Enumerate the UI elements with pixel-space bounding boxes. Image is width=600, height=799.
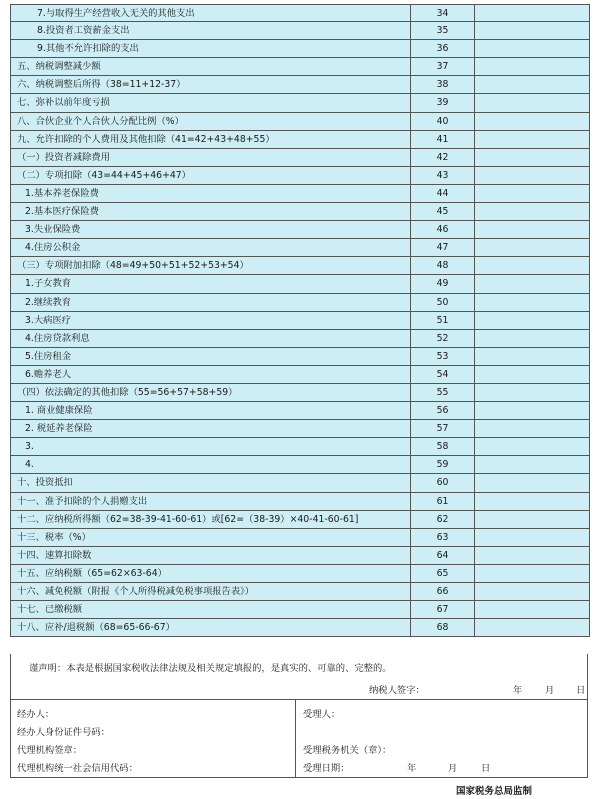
amount-input-cell[interactable] [475,131,589,148]
table-row [11,619,589,637]
amount-input-cell[interactable] [475,547,589,564]
row-label: 七、弥补以前年度亏损 [11,94,411,111]
amount-input-cell[interactable] [475,113,589,130]
amount-input-cell[interactable] [475,203,589,220]
table-row [11,583,589,601]
row-label: 八、合伙企业个人合伙人分配比例（%） [11,113,411,130]
row-number: 43 [411,167,475,184]
row-label: 4.住房公积金 [11,239,411,256]
amount-input-cell[interactable] [475,185,589,202]
row-label: 8.投资者工资薪金支出 [11,22,411,39]
row-label: 十五、应纳税额（65=62×63-64） [11,565,411,582]
table-row [11,131,589,149]
amount-input-cell[interactable] [475,149,589,166]
row-label: 1. 商业健康保险 [11,402,411,419]
amount-input-cell[interactable] [475,402,589,419]
table-row [11,438,589,456]
table-row [11,4,589,22]
table-row [11,185,589,203]
handler-id-label: 经办人身份证件号码： [17,727,110,738]
receiver-label: 受理人： [303,709,341,720]
row-number: 66 [411,583,475,600]
table-row [11,456,589,474]
row-number: 36 [411,40,475,57]
row-label: 六、纳税调整后所得（38=11+12-37） [11,76,411,93]
table-row [11,547,589,565]
table-row [11,275,589,293]
row-number: 52 [411,330,475,347]
row-number: 68 [411,619,475,636]
amount-input-cell[interactable] [475,167,589,184]
agency-credit-code-label: 代理机构统一社会信用代码： [17,763,138,774]
amount-input-cell[interactable] [475,619,589,636]
row-label: 7.与取得生产经营收入无关的其他支出 [11,5,411,21]
taxpayer-signature-label: 纳税人签字： [369,685,425,696]
row-label: 4.住房贷款利息 [11,330,411,347]
table-row [11,384,589,402]
amount-input-cell[interactable] [475,294,589,311]
row-label: 1.基本养老保险费 [11,185,411,202]
table-row [11,58,589,76]
row-label: 十六、减免税额（附报《个人所得税减免税事项报告表》） [11,583,411,600]
acceptance-year: 年 [407,763,417,774]
acceptance-date-label: 受理日期： [303,763,350,774]
row-number: 54 [411,366,475,383]
amount-input-cell[interactable] [475,239,589,256]
row-number: 63 [411,529,475,546]
tax-form-table [10,4,590,637]
table-row [11,94,589,112]
vertical-divider [295,700,296,777]
amount-input-cell[interactable] [475,529,589,546]
row-label: 十三、税率（%） [11,529,411,546]
amount-input-cell[interactable] [475,275,589,292]
amount-input-cell[interactable] [475,565,589,582]
table-row [11,239,589,257]
row-number: 48 [411,257,475,274]
table-row [11,474,589,492]
amount-input-cell[interactable] [475,5,589,21]
row-number: 49 [411,275,475,292]
table-row [11,402,589,420]
row-label: 4. [11,456,411,473]
declaration-month: 月 [545,685,555,696]
table-row [11,348,589,366]
acceptance-day: 日 [481,763,491,774]
row-number: 45 [411,203,475,220]
row-label: （四）依法确定的其他扣除（55=56+57+58+59） [11,384,411,401]
table-row [11,221,589,239]
tax-office-seal-label: 受理税务机关（章）： [303,745,392,756]
row-number: 53 [411,348,475,365]
declaration-day: 日 [576,685,586,696]
row-number: 61 [411,493,475,510]
row-label: 十四、速算扣除数 [11,547,411,564]
row-label: 2.基本医疗保险费 [11,203,411,220]
row-number: 41 [411,131,475,148]
row-label: 5.住房租金 [11,348,411,365]
table-row [11,203,589,221]
row-label: 十八、应补/退税额（68=65-66-67） [11,619,411,636]
row-number: 59 [411,456,475,473]
row-number: 39 [411,94,475,111]
row-label: 十七、已缴税额 [11,601,411,618]
amount-input-cell[interactable] [475,40,589,57]
table-row [11,167,589,185]
row-number: 58 [411,438,475,455]
table-row [11,330,589,348]
acceptance-month: 月 [448,763,458,774]
declaration-block [10,654,588,700]
issuer-footer: 国家税务总局监制 [456,786,533,797]
amount-input-cell[interactable] [475,312,589,329]
table-row [11,366,589,384]
amount-input-cell[interactable] [475,366,589,383]
row-number: 44 [411,185,475,202]
amount-input-cell[interactable] [475,511,589,528]
row-label: （二）专项扣除（43=44+45+46+47） [11,167,411,184]
row-label: 3.失业保险费 [11,221,411,238]
table-row [11,312,589,330]
row-number: 57 [411,420,475,437]
amount-input-cell[interactable] [475,456,589,473]
row-label: 2.继续教育 [11,294,411,311]
handler-label: 经办人： [17,709,55,720]
row-label: 十一、准予扣除的个人捐赠支出 [11,493,411,510]
table-row [11,40,589,58]
amount-input-cell[interactable] [475,58,589,75]
row-number: 34 [411,5,475,21]
row-number: 67 [411,601,475,618]
amount-input-cell[interactable] [475,257,589,274]
row-number: 37 [411,58,475,75]
row-number: 64 [411,547,475,564]
table-row [11,601,589,619]
table-row [11,22,589,40]
row-number: 38 [411,76,475,93]
row-label: 9.其他不允许扣除的支出 [11,40,411,57]
amount-input-cell[interactable] [475,601,589,618]
row-number: 42 [411,149,475,166]
row-number: 50 [411,294,475,311]
table-row [11,511,589,529]
table-row [11,565,589,583]
row-label: 十、投资抵扣 [11,474,411,491]
row-number: 65 [411,565,475,582]
amount-input-cell[interactable] [475,94,589,111]
amount-input-cell[interactable] [475,22,589,39]
row-number: 60 [411,474,475,491]
agency-seal-label: 代理机构签章： [17,745,83,756]
row-label: 五、纳税调整减少额 [11,58,411,75]
amount-input-cell[interactable] [475,420,589,437]
row-label: （一）投资者减除费用 [11,149,411,166]
row-label: 十二、应纳税所得额（62=38-39-41-60-61）或[62=（38-39）×40-41-60-61] [11,511,411,528]
row-label: 6.赡养老人 [11,366,411,383]
amount-input-cell[interactable] [475,330,589,347]
table-row [11,420,589,438]
row-label: 3.大病医疗 [11,312,411,329]
row-number: 46 [411,221,475,238]
table-row [11,149,589,167]
row-number: 56 [411,402,475,419]
amount-input-cell[interactable] [475,493,589,510]
amount-input-cell[interactable] [475,583,589,600]
table-row [11,76,589,94]
row-label: 3. [11,438,411,455]
row-label: 九、允许扣除的个人费用及其他扣除（41=42+43+48+55） [11,131,411,148]
amount-input-cell[interactable] [475,384,589,401]
amount-input-cell[interactable] [475,348,589,365]
declaration-statement: 谨声明：本表是根据国家税收法律法规及相关规定填报的，是真实的、可靠的、完整的。 [29,663,392,674]
amount-input-cell[interactable] [475,76,589,93]
row-number: 40 [411,113,475,130]
agent-acceptance-block [10,700,588,778]
row-number: 35 [411,22,475,39]
table-row [11,113,589,131]
row-label: 2. 税延养老保险 [11,420,411,437]
row-label: （三）专项附加扣除（48=49+50+51+52+53+54） [11,257,411,274]
table-row [11,493,589,511]
row-number: 62 [411,511,475,528]
row-number: 47 [411,239,475,256]
table-row [11,529,589,547]
row-number: 55 [411,384,475,401]
row-number: 51 [411,312,475,329]
table-row [11,257,589,275]
row-label: 1.子女教育 [11,275,411,292]
amount-input-cell[interactable] [475,221,589,238]
declaration-year: 年 [513,685,523,696]
table-row [11,294,589,312]
amount-input-cell[interactable] [475,438,589,455]
amount-input-cell[interactable] [475,474,589,491]
